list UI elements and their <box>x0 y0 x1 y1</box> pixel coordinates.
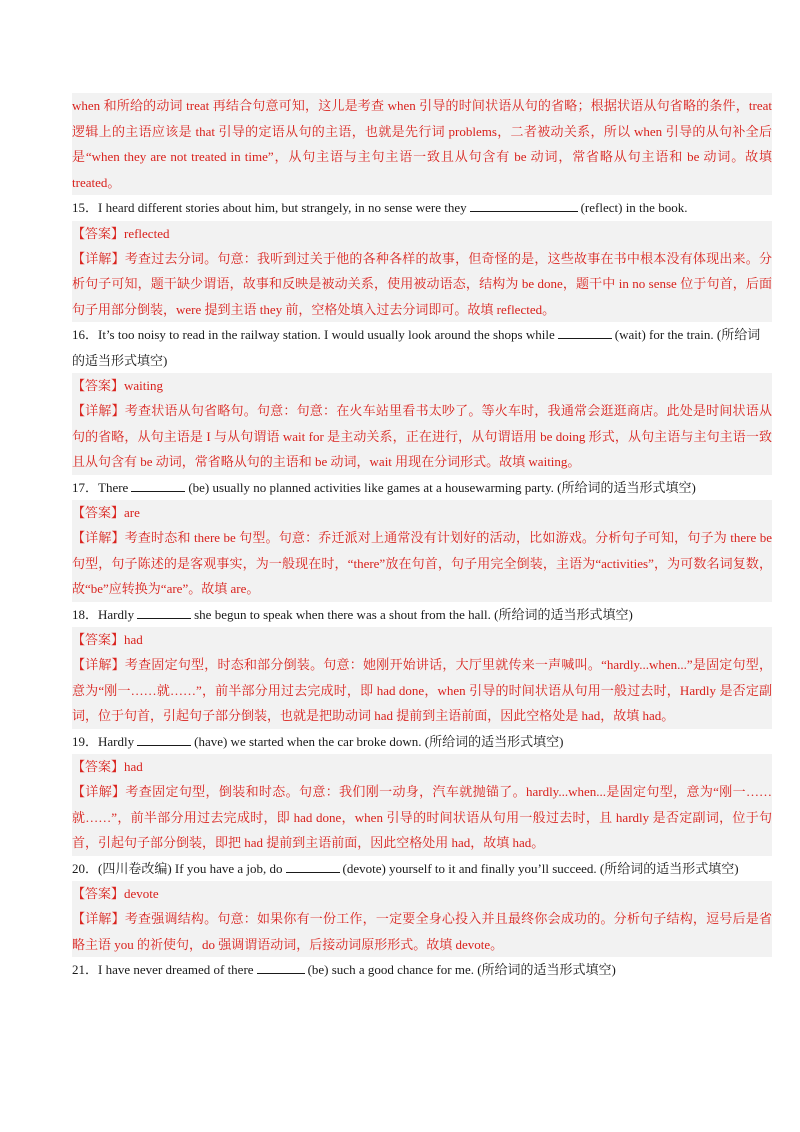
question-18 <box>72 602 772 628</box>
question-text-after: (reflect) in the book. <box>580 200 688 215</box>
question-text-after: (wait) for the train. (所给词的适当形式填空) <box>72 327 761 368</box>
question-text-after: (devote) yourself to it and finally you’ll succeed. (所给词的适当形式填空) <box>342 860 739 876</box>
previous-explanation-continuation: when 和所给的动词 treat 再结合句意可知，这儿是考查 when 引导的时间状语从句的省略；根据状语从句省略的条件，treat 逻辑上的主语应该是 that 引导的定语从句的主语，也就是先行词 problems，二者被动关系，所以 when 引导的从句补全后是“when they are not treated in time”，从句主语与主句主语一致且从句含有 be 动词，常省略从句主语和 be 动词。故填 treated。 <box>72 93 772 195</box>
question-text: 15．I heard different stories about him, but strangely, in no sense were they <box>72 200 467 215</box>
explanation-19: 【详解】考查固定句型，倒装和时态。句意：我们刚一动身，汽车就抛锚了。hardly...when...是固定句型，意为“刚一……就……”，前半部分用过去完成时，即 had done，when 引导的时间状语从句用一般过去时，且 hardly 是否定副词，位于句首，引起句子部分倒装，即把 had 提前到主语前面，因此空格处用 had，故填 had。 <box>72 779 772 856</box>
answer-18: 【答案】had <box>72 627 772 652</box>
answer-blank <box>558 326 612 339</box>
answer-16: 【答案】waiting <box>72 373 772 398</box>
question-text-after: (be) usually no planned activities like games at a housewarming party. (所给词的适当形式填空) <box>188 479 696 495</box>
explanation-17: 【详解】考查时态和 there be 句型。句意：乔迁派对上通常没有计划好的活动，比如游戏。分析句子可知，句子为 there be 句型，句子陈述的是客观事实，为一般现在时，“there”放在句首，句子用完全倒装，主语为“activities”，为可数名词复数，故“be”应转换为“are”。故填 are。 <box>72 525 772 602</box>
answer-20: 【答案】devote <box>72 881 772 906</box>
explanation-16: 【详解】考查状语从句省略句。句意：句意：在火车站里看书太吵了。等火车时，我通常会逛逛商店。此处是时间状语从句的省略，从句主语是 I 与从句谓语 wait for 是主动关系，正在进行，从句谓语用 be doing 形式，从句主语与主句主语一致且从句含有 be 动词，常省略从句的主语和 be 动词，wait 用现在分词形式。故填 waiting。 <box>72 398 772 475</box>
question-15 <box>72 195 772 221</box>
explanation-18: 【详解】考查固定句型，时态和部分倒装。句意：她刚开始讲话，大厅里就传来一声喊叫。“hardly...when...”是固定句型，意为“刚一……就……”，前半部分用过去完成时，即 had done，when 引导的时间状语从句用一般过去时，Hardly 是否定副词，位于句首，引起句子部分倒装，也就是把助动词 had 提前到主语前面，因此空格处是 had，故填 had。 <box>72 652 772 729</box>
explanation-20: 【详解】考查强调结构。句意：如果你有一份工作，一定要全身心投入并且最终你会成功的。分析句子结构，逗号后是省略主语 you 的祈使句，do 强调谓语动词，后接动词原形形式。故填 devote。 <box>72 906 772 957</box>
question-16 <box>72 322 772 373</box>
answer-blank <box>131 479 185 492</box>
question-text-after: (have) we started when the car broke down. (所给词的适当形式填空) <box>194 733 564 749</box>
question-21 <box>72 957 772 983</box>
question-20 <box>72 856 772 882</box>
question-text: 17．There <box>72 479 129 495</box>
answer-19: 【答案】had <box>72 754 772 779</box>
question-text-after: she begun to speak when there was a shout from the hall. (所给词的适当形式填空) <box>194 606 633 622</box>
answer-15: 【答案】reflected <box>72 221 772 246</box>
explanation-15: 【详解】考查过去分词。句意：我听到过关于他的各种各样的故事，但奇怪的是，这些故事在书中根本没有体现出来。分析句子可知，题干缺少谓语，故事和反映是被动关系，使用被动语态，结构为 be done，题干中 in no sense 位于句首，后面句子用部分倒装，were 提到主语 they 前，空格处填入过去分词即可。故填 reflected。 <box>72 246 772 323</box>
question-text: 21．I have never dreamed of there <box>72 962 254 977</box>
answer-blank <box>257 961 305 974</box>
question-text-after: (be) such a good chance for me. (所给词的适当形式填空) <box>307 962 616 977</box>
answer-blank <box>470 199 578 212</box>
question-text: 16．It’s too noisy to read in the railway station. I would usually look around the shops while <box>72 327 555 342</box>
answer-blank <box>137 733 191 746</box>
question-19 <box>72 729 772 755</box>
question-text: 18．Hardly <box>72 606 135 622</box>
answer-17: 【答案】are <box>72 500 772 525</box>
question-text: 19．Hardly <box>72 733 135 749</box>
answer-blank <box>286 860 340 873</box>
page-content <box>72 93 772 983</box>
question-17 <box>72 475 772 501</box>
question-text: 20．(四川卷改编) If you have a job, do <box>72 860 283 876</box>
answer-blank <box>137 606 191 619</box>
